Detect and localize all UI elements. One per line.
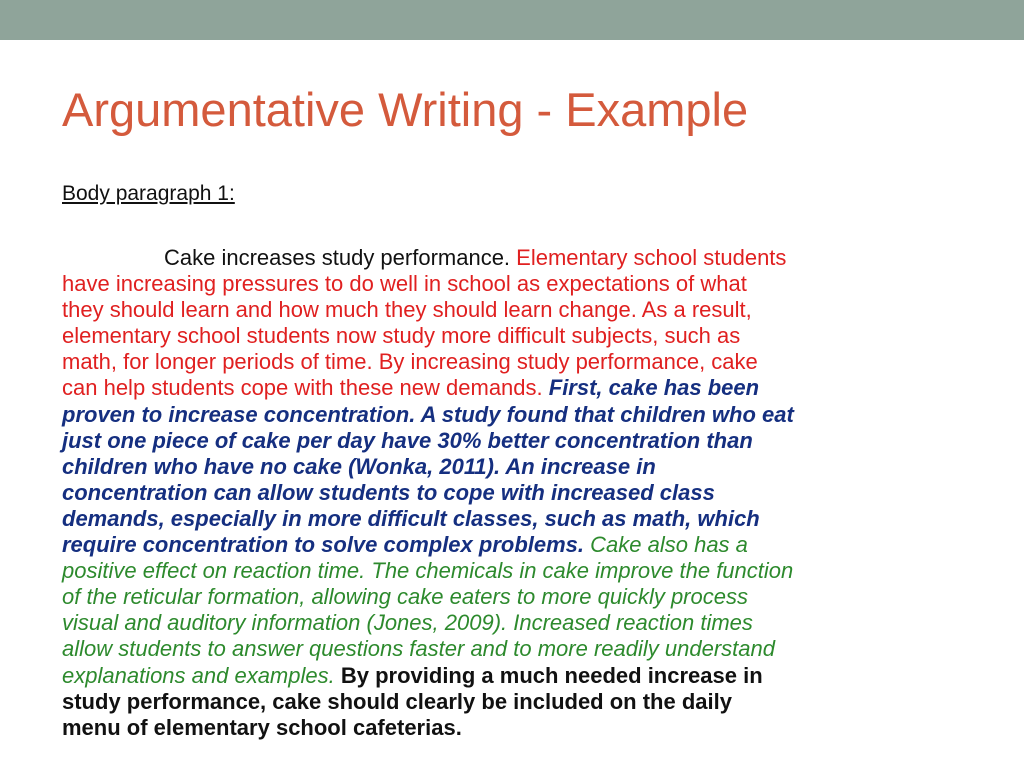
paragraph-line: they should learn and how much they should learn change. As a result, [62, 297, 752, 323]
paragraph-line: of the reticular formation, allowing cake eaters to more quickly process [62, 584, 748, 610]
context-text: can help students cope with these new demands. [62, 375, 549, 401]
paragraph-line: have increasing pressures to do well in school as expectations of what [62, 271, 747, 297]
evidence-two-text: Cake also has a [590, 532, 748, 558]
topic-sentence: Cake increases study performance. [164, 245, 517, 270]
paragraph-line [62, 663, 982, 689]
context-text: Elementary school students [516, 245, 787, 270]
paragraph-line: menu of elementary school cafeterias. [62, 714, 462, 740]
paragraph-line: demands, especially in more difficult classes, such as math, which [62, 505, 760, 531]
evidence-one-text: First, cake has been [548, 375, 760, 401]
slide-top-bar [0, 0, 1024, 40]
paragraph-line: math, for longer periods of time. By increasing study performance, cake [62, 349, 758, 375]
paragraph-line [62, 375, 982, 401]
paragraph-line: elementary school students now study more difficult subjects, such as [62, 323, 741, 349]
paragraph-line: allow students to answer questions faster and to more readily understand [62, 636, 775, 662]
evidence-two-text: explanations and examples. [62, 662, 341, 688]
conclusion-text: By providing a much needed increase in [340, 662, 763, 688]
paragraph-line: study performance, cake should clearly be included on the daily [62, 688, 732, 714]
body-paragraph-heading: Body paragraph 1: [62, 182, 235, 205]
paragraph-line [62, 245, 982, 271]
paragraph-line: children who have no cake (Wonka, 2011). An increase in [62, 453, 656, 479]
paragraph-line: just one piece of cake per day have 30% better concentration than [62, 427, 753, 453]
paragraph-line: visual and auditory information (Jones, 2009). Increased reaction times [62, 610, 753, 636]
slide-title: Argumentative Writing - Example [62, 83, 749, 136]
body-paragraph [62, 245, 982, 741]
paragraph-line: positive effect on reaction time. The chemicals in cake improve the function [62, 558, 794, 584]
paragraph-line: proven to increase concentration. A study found that children who eat [62, 401, 794, 427]
paragraph-line [62, 532, 982, 558]
evidence-one-text: require concentration to solve complex problems. [62, 532, 591, 558]
paragraph-line: concentration can allow students to cope with increased class [62, 479, 715, 505]
